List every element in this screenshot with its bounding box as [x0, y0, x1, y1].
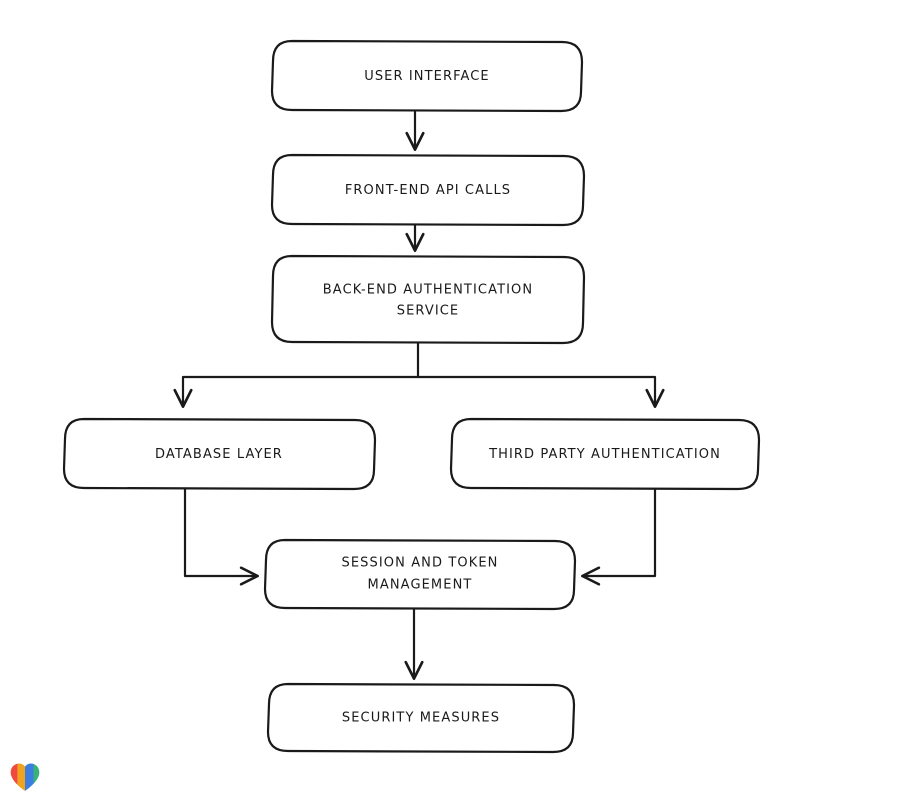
node-label: USER INTERFACE — [364, 69, 490, 84]
node-label-line-2: SERVICE — [396, 303, 460, 319]
node-label-line-2: MANAGEMENT — [367, 577, 473, 593]
edge-third-party-authentication-to-session-and-token-management — [584, 489, 655, 576]
node-third-party-authentication[interactable] — [451, 419, 759, 489]
node-user-interface[interactable] — [272, 41, 582, 111]
edge-database-layer-to-session-and-token-management — [185, 489, 256, 576]
node-shape — [272, 256, 584, 343]
edge-back-end-authentication-service-to-database-layer — [183, 343, 418, 405]
node-shape — [265, 540, 575, 609]
node-label: THIRD PARTY AUTHENTICATION — [489, 447, 721, 462]
edge-back-end-authentication-service-to-third-party-authentication — [418, 377, 655, 405]
node-label-line-1: BACK-END AUTHENTICATION — [322, 282, 534, 298]
node-label-line-1: SESSION AND TOKEN — [341, 555, 499, 571]
node-session-and-token-management[interactable] — [265, 540, 575, 609]
node-label: SECURITY MEASURES — [341, 710, 501, 726]
node-label: DATABASE LAYER — [155, 447, 283, 462]
node-database-layer[interactable] — [64, 419, 375, 489]
heart-logo-icon — [8, 760, 42, 794]
node-front-end-api-calls[interactable] — [272, 155, 584, 225]
node-label: FRONT-END API CALLS — [344, 183, 512, 198]
node-security-measures[interactable] — [268, 684, 574, 752]
node-back-end-authentication-service[interactable] — [272, 256, 584, 343]
